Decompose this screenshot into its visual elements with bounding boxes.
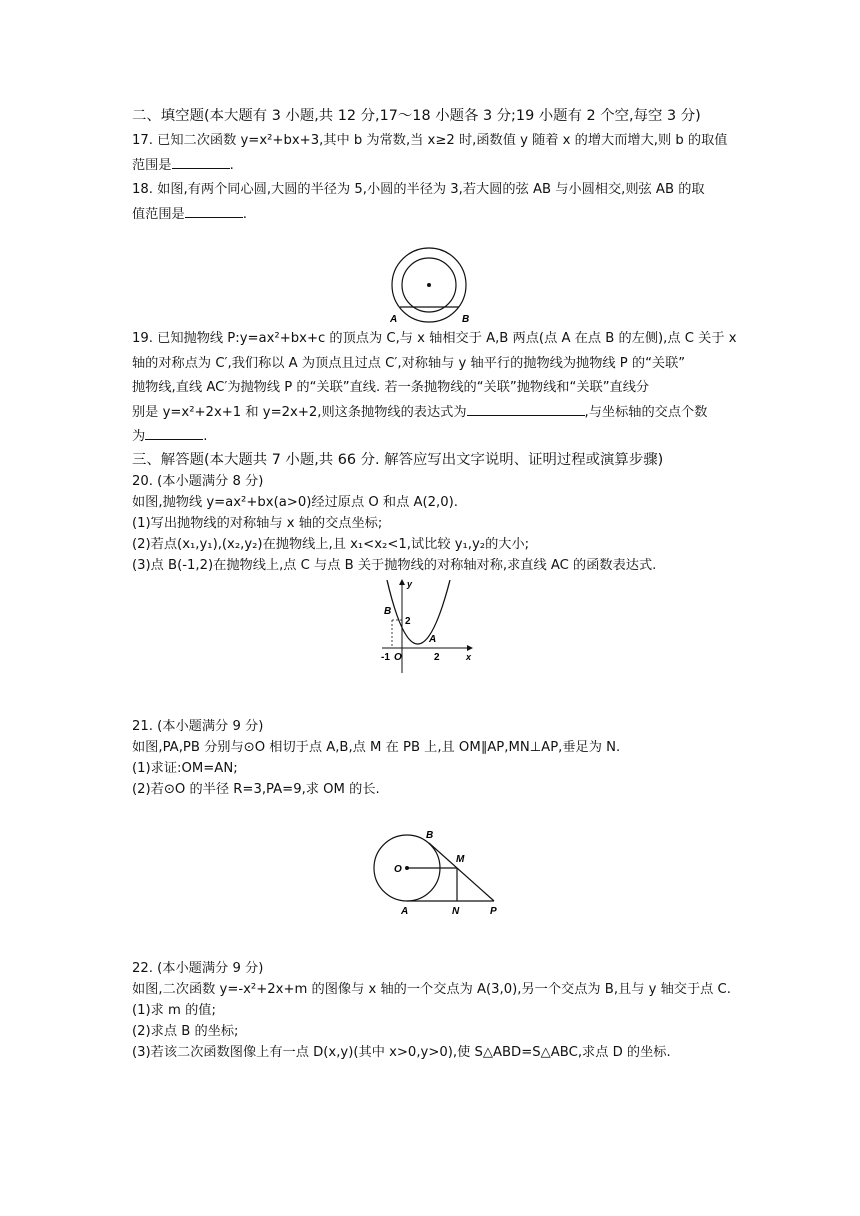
concentric-circles-diagram xyxy=(132,227,732,327)
q22-stem: 如图,二次函数 y=-x²+2x+m 的图像与 x 轴的一个交点为 A(3,0),另一个交点为 B,且与 y 轴交于点 C. xyxy=(132,981,731,997)
label-p: P xyxy=(490,905,497,917)
label-m: M xyxy=(456,853,465,865)
label-n: N xyxy=(452,905,460,917)
q19-line4b: ,与坐标轴的交点个数 xyxy=(584,404,708,420)
label-b: B xyxy=(462,314,470,325)
label-a-point: A xyxy=(429,633,437,645)
q18-figure xyxy=(132,227,732,327)
q17-line1: 17. 已知二次函数 y=x²+bx+3,其中 b 为常数,当 x≥2 时,函数值 y 随着 x 的增大而增大,则 b 的取值 xyxy=(132,133,728,148)
answer-blank xyxy=(145,425,203,440)
q20-figure xyxy=(132,576,732,716)
center-point xyxy=(427,283,431,287)
exam-page xyxy=(132,104,737,1063)
answer-blank xyxy=(185,203,243,218)
q20-part1: (1)写出抛物线的对称轴与 x 轴的交点坐标; xyxy=(132,515,383,531)
label-o: O xyxy=(394,863,402,875)
q20-title: 20. (本小题满分 8 分) xyxy=(132,473,264,489)
q19-line3: 抛物线,直线 AC′为抛物线 P 的“关联”直线. 若一条抛物线的“关联”抛物线和“关联”直线分 xyxy=(132,380,650,395)
label-origin: O xyxy=(394,651,402,663)
q19-line5-text: 为 xyxy=(132,429,146,444)
answer-blank xyxy=(172,154,230,169)
q18-line1: 18. 如图,有两个同心圆,大圆的半径为 5,小圆的半径为 3,若大圆的弦 AB 与小圆相交,则弦 AB 的取 xyxy=(132,182,705,197)
q20-part3: (3)点 B(-1,2)在抛物线上,点 C 与点 B 关于抛物线的对称轴对称,求直线 AC 的函数表达式. xyxy=(132,557,657,573)
q18-line2-text: 值范围是 xyxy=(132,206,185,222)
label-minus1: -1 xyxy=(381,651,390,663)
q22-title: 22. (本小题满分 9 分) xyxy=(132,960,264,976)
label-x2: 2 xyxy=(434,651,440,663)
q21-figure xyxy=(132,800,732,958)
q21-part1: (1)求证:OM=AN; xyxy=(132,760,238,776)
label-a: A xyxy=(401,905,409,917)
q22-part3: (3)若该二次函数图像上有一点 D(x,y)(其中 x>0,y>0),使 S△ABD=S△ABC,求点 D 的坐标. xyxy=(132,1044,671,1060)
section3-heading: 三、解答题(本大题共 7 小题,共 66 分. 解答应写出文字说明、证明过程或演算步骤) xyxy=(132,451,664,468)
q20-part2: (2)若点(x₁,y₁),(x₂,y₂)在抛物线上,且 x₁<x₂<1,试比较 y₁,y₂的大小; xyxy=(132,536,530,552)
tangent-diagram xyxy=(132,808,732,918)
q20-stem: 如图,抛物线 y=ax²+bx(a>0)经过原点 O 和点 A(2,0). xyxy=(132,494,458,510)
label-y2: 2 xyxy=(405,615,411,627)
q21-stem: 如图,PA,PB 分别与⊙O 相切于点 A,B,点 M 在 PB 上,且 OM∥AP,MN⊥AP,垂足为 N. xyxy=(132,739,621,755)
parabola-curve xyxy=(387,580,450,644)
q17-line2-text: 范围是 xyxy=(132,157,172,173)
section2-heading: 二、填空题(本大题有 3 小题,共 12 分,17～18 小题各 3 分;19 小题有 2 个空,每空 3 分) xyxy=(132,108,701,124)
segment-bp xyxy=(429,843,494,901)
parabola-diagram xyxy=(132,578,732,678)
q19-line4a: 别是 y=x²+2x+1 和 y=2x+2,则这条抛物线的表达式为 xyxy=(132,404,467,420)
q19-line2: 轴的对称点为 C′,我们称以 A 为顶点且过点 C′,对称轴与 y 轴平行的抛物线为抛物线 P 的“关联” xyxy=(132,355,686,371)
q18-line2: 值范围是 . xyxy=(132,203,732,228)
q19-line4 xyxy=(132,401,732,426)
label-x: x xyxy=(466,651,472,662)
label-b-point: B xyxy=(384,605,392,617)
q19-line5: 为 . xyxy=(132,425,732,450)
q22-part2: (2)求点 B 的坐标; xyxy=(132,1023,239,1039)
q21-part2: (2)若⊙O 的半径 R=3,PA=9,求 OM 的长. xyxy=(132,781,380,797)
q19-line1: 19. 已知抛物线 P:y=ax²+bx+c 的顶点为 C,与 x 轴相交于 A,B 两点(点 A 在点 B 的左侧),点 C 关于 x xyxy=(132,331,737,346)
label-b: B xyxy=(426,829,434,841)
q22-part1: (1)求 m 的值; xyxy=(132,1002,216,1018)
q21-title: 21. (本小题满分 9 分) xyxy=(132,718,264,734)
label-a: A xyxy=(390,314,398,325)
answer-blank xyxy=(467,401,585,416)
q17-line2: 范围是 . xyxy=(132,154,732,179)
label-y: y xyxy=(407,578,413,589)
